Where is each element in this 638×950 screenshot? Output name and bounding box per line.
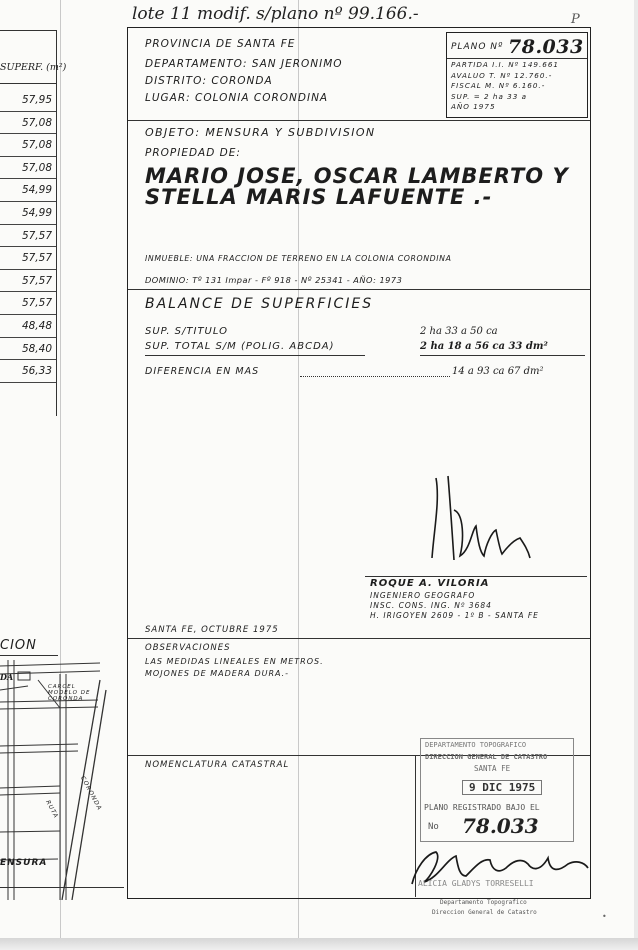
balance-row-value: 14 a 93 ca 67 dm² bbox=[452, 366, 544, 377]
departamento: DEPARTAMENTO: SAN JERONIMO bbox=[145, 58, 343, 70]
stamp-line3: SANTA FE bbox=[474, 764, 511, 773]
left-table-cell: 57,08 bbox=[0, 134, 56, 157]
registrar-name: ALICIA GLADYS TORRESELLI bbox=[418, 879, 534, 888]
observaciones-line: MOJONES DE MADERA DURA.- bbox=[145, 669, 290, 678]
map-bottom-label: ENSURA bbox=[0, 858, 48, 868]
plano-label: PLANO Nº bbox=[451, 42, 504, 52]
divider bbox=[128, 289, 590, 290]
plano-detail-line: AÑO 1975 bbox=[451, 102, 496, 111]
left-table-cell: 54,99 bbox=[0, 179, 56, 202]
left-table-cell: 57,08 bbox=[0, 157, 56, 180]
observaciones-line: LAS MEDIDAS LINEALES EN METROS. bbox=[145, 657, 324, 666]
balance-row-label: SUP. TOTAL S/M (POLIG. ABCDA) bbox=[145, 341, 335, 352]
plano-detail-line: PARTIDA I.I. Nº 149.661 bbox=[451, 60, 559, 69]
left-bottom-line bbox=[0, 887, 124, 888]
balance-title: BALANCE DE SUPERFICIES bbox=[145, 296, 374, 312]
balance-underline bbox=[420, 355, 585, 356]
map-road-label: CORONDA bbox=[78, 775, 104, 812]
page-shadow bbox=[0, 938, 638, 950]
plano-detail-line: FISCAL M. Nº 6.160.- bbox=[451, 81, 546, 90]
surveyor-address: H. IRIGOYEN 2609 - 1º B - SANTA FE bbox=[370, 611, 539, 620]
plano-detail-line: AVALUO T. Nº 12.760.- bbox=[451, 70, 553, 80]
left-table-cell: 57,57 bbox=[0, 270, 56, 293]
balance-row-value: 2 ha 18 a 56 ca 33 dm² bbox=[420, 341, 548, 352]
owner-line-1: MARIO JOSE, OSCAR LAMBERTO Y bbox=[145, 164, 569, 188]
left-section-underline bbox=[0, 655, 58, 656]
owner-line-2: STELLA MARIS LAFUENTE .- bbox=[145, 185, 493, 209]
registrar-line1: Departamento Topografico bbox=[440, 899, 527, 906]
balance-underline bbox=[145, 355, 365, 356]
surveyor-title: INGENIERO GEOGRAFO bbox=[370, 591, 476, 600]
map-road2-label: RUTA bbox=[44, 799, 60, 820]
plano-detail-line: SUP. = 2 ha 33 a bbox=[451, 91, 527, 101]
left-table-border bbox=[56, 30, 57, 416]
signature-line bbox=[365, 576, 587, 577]
propiedad-label: PROPIEDAD DE: bbox=[145, 147, 241, 159]
left-table-cell: 57,95 bbox=[0, 89, 56, 112]
left-section-label: CION bbox=[0, 638, 37, 653]
balance-row-label: SUP. S/TITULO bbox=[145, 326, 229, 337]
lugar: LUGAR: COLONIA CORONDINA bbox=[145, 92, 329, 104]
divider bbox=[128, 638, 590, 639]
left-table-cell: 57,57 bbox=[0, 225, 56, 248]
date-line: SANTA FE, OCTUBRE 1975 bbox=[145, 625, 279, 635]
left-table-top bbox=[0, 30, 56, 31]
left-table-header: SUPERF. (m²) bbox=[0, 62, 67, 73]
balance-row-label: DIFERENCIA EN MAS bbox=[145, 366, 260, 377]
left-table-cell: 48,48 bbox=[0, 315, 56, 338]
left-table-cell: 56,33 bbox=[0, 360, 56, 383]
map-corner-label: DA bbox=[0, 672, 14, 682]
nomenclatura: NOMENCLATURA CATASTRAL bbox=[145, 760, 290, 770]
surveyor-signature bbox=[420, 470, 540, 570]
plano-number: 78.033 bbox=[508, 36, 584, 58]
stamp-number: 78.033 bbox=[462, 814, 539, 838]
dominio: DOMINIO: Tº 131 Impar - Fº 918 - Nº 25341 - AÑO: 1973 bbox=[145, 275, 403, 285]
balance-leader bbox=[300, 376, 450, 377]
surveyor-registration: INSC. CONS. ING. Nº 3684 bbox=[370, 601, 492, 610]
balance-row-value: 2 ha 33 a 50 ca bbox=[420, 326, 498, 337]
corner-mark: P bbox=[571, 12, 580, 27]
stamp-date: 9 DIC 1975 bbox=[462, 780, 542, 795]
left-table-cell: 57,08 bbox=[0, 112, 56, 135]
distrito: DISTRITO: CORONDA bbox=[145, 75, 273, 87]
inmueble: INMUEBLE: UNA FRACCION DE TERRENO EN LA COLONIA CORONDINA bbox=[145, 254, 452, 263]
observaciones-title: OBSERVACIONES bbox=[145, 643, 231, 653]
left-table-header-line bbox=[0, 83, 56, 84]
stamp-line2: DIRECCION GENERAL DE CATASTRO bbox=[425, 753, 548, 761]
left-table-cell: 58,40 bbox=[0, 338, 56, 361]
header-note: lote 11 modif. s/plano nº 99.166.- bbox=[132, 4, 419, 24]
plano-details bbox=[451, 60, 559, 113]
provincia: PROVINCIA DE SANTA FE bbox=[145, 38, 296, 50]
left-table-cell: 57,57 bbox=[0, 292, 56, 315]
plano-box-divider bbox=[447, 58, 587, 59]
left-table-cell: 57,57 bbox=[0, 247, 56, 270]
registrar-line2: Direccion General de Catastro bbox=[432, 909, 537, 916]
edge-mark: • bbox=[602, 912, 607, 921]
left-table-cell: 54,99 bbox=[0, 202, 56, 225]
map-carcel-label: CARCEL MODELO DE CORONDA bbox=[48, 684, 91, 702]
objeto: OBJETO: MENSURA Y SUBDIVISION bbox=[145, 126, 376, 139]
divider bbox=[128, 120, 590, 121]
stamp-line1: DEPARTAMENTO TOPOGRAFICO bbox=[425, 741, 527, 749]
surveyor-name: ROQUE A. VILORIA bbox=[370, 578, 490, 589]
stamp-line4: PLANO REGISTRADO BAJO EL bbox=[424, 803, 540, 812]
stamp-no-label: No bbox=[428, 822, 439, 832]
